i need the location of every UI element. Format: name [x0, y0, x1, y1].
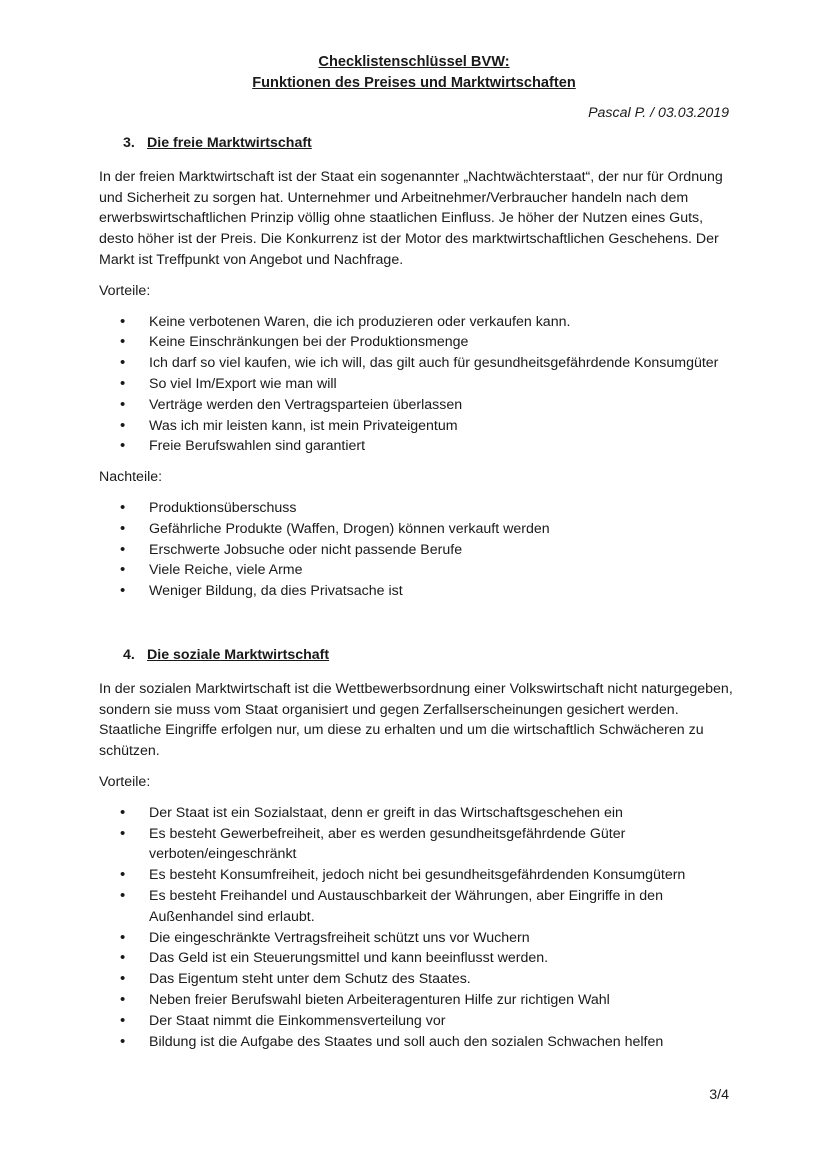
- list-item: • Keine Einschränkungen bei der Produktionsmenge: [99, 332, 737, 353]
- list-item: • Erschwerte Jobsuche oder nicht passende Berufe: [99, 540, 737, 561]
- document-title: [0, 52, 828, 94]
- list-item: • Bildung ist die Aufgabe des Staates und soll auch den sozialen Schwachen helfen: [99, 1032, 737, 1053]
- list-item: • Der Staat ist ein Sozialstaat, denn er greift in das Wirtschaftsgeschehen ein: [99, 803, 737, 824]
- title-line-1: Checklistenschlüssel BVW:: [318, 54, 510, 70]
- cons-label: Nachteile:: [99, 469, 163, 486]
- list-item: • Neben freier Berufswahl bieten Arbeiteragenturen Hilfe zur richtigen Wahl: [99, 990, 737, 1011]
- section-title: Die soziale Marktwirtschaft: [147, 647, 330, 663]
- list-item: • Es besteht Konsumfreiheit, jedoch nicht bei gesundheitsgefährdenden Konsumgütern: [99, 865, 737, 886]
- section-number: 3.: [123, 135, 135, 151]
- list-item: • Die eingeschränkte Vertragsfreiheit schützt uns vor Wuchern: [99, 928, 737, 949]
- pros-label: Vorteile:: [99, 282, 151, 299]
- section-heading: [99, 645, 737, 666]
- section-intro: In der sozialen Marktwirtschaft ist die Wettbewerbsordnung einer Volkswirtschaft nicht naturgegeben, sondern sie muss vom Staat organisiert und gegen Zerfallserscheinungen gesichert werden. Staatliche Eingriffe erfolgen nur, um diese zu erhalten und um die wirtschaftlich Schwächeren zu schützen.: [99, 680, 733, 760]
- list-item: • Weniger Bildung, da dies Privatsache ist: [99, 581, 737, 602]
- page-number: 3/4: [709, 1087, 729, 1103]
- pros-label: Vorteile:: [99, 773, 151, 790]
- list-item: • Das Geld ist ein Steuerungsmittel und kann beeinflusst werden.: [99, 948, 737, 969]
- list-item: • Ich darf so viel kaufen, wie ich will, das gilt auch für gesundheitsgefährdende Konsumgüter: [99, 353, 737, 374]
- list-item: • Das Eigentum steht unter dem Schutz des Staates.: [99, 969, 737, 990]
- list-item: • Gefährliche Produkte (Waffen, Drogen) können verkauft werden: [99, 519, 737, 540]
- section-heading: [99, 133, 737, 154]
- list-item: • Der Staat nimmt die Einkommensverteilung vor: [99, 1011, 737, 1032]
- title-line-2: Funktionen des Preises und Marktwirtschaften: [252, 75, 576, 91]
- list-item: • Viele Reiche, viele Arme: [99, 560, 737, 581]
- list-item: • So viel Im/Export wie man will: [99, 374, 737, 395]
- pros-list: [99, 312, 737, 458]
- pros-list: [99, 803, 737, 1053]
- section-number: 4.: [123, 647, 135, 663]
- author-date: Pascal P. / 03.03.2019: [588, 105, 729, 121]
- list-item: • Verträge werden den Vertragsparteien überlassen: [99, 395, 737, 416]
- list-item: • Keine verbotenen Waren, die ich produzieren oder verkaufen kann.: [99, 312, 737, 333]
- list-item: • Es besteht Gewerbefreiheit, aber es werden gesundheitsgefährdende Güter verboten/eingeschränkt: [99, 824, 737, 866]
- cons-list: [99, 498, 737, 602]
- section-free-market: [99, 133, 737, 602]
- list-item: • Produktionsüberschuss: [99, 498, 737, 519]
- section-social-market: [99, 645, 737, 1052]
- section-title: Die freie Marktwirtschaft: [147, 135, 312, 151]
- list-item: • Was ich mir leisten kann, ist mein Privateigentum: [99, 416, 737, 437]
- section-intro: In der freien Marktwirtschaft ist der Staat ein sogenannter „Nachtwächterstaat“, der nur für Ordnung und Sicherheit zu sorgen hat. Unternehmer und Arbeitnehmer/Verbraucher handeln nach dem erwerbswirtschaftlichen Prinzip völlig ohne staatlichen Einfluss. Je höher der Nutzen eines Guts, desto höher ist der Preis. Die Konkurrenz ist der Motor des marktwirtschaftlichen Geschehens. Der Markt ist Treffpunkt von Angebot und Nachfrage.: [99, 168, 723, 268]
- list-item: • Freie Berufswahlen sind garantiert: [99, 436, 737, 457]
- list-item: • Es besteht Freihandel und Austauschbarkeit der Währungen, aber Eingriffe in den Außenhandel sind erlaubt.: [99, 886, 737, 928]
